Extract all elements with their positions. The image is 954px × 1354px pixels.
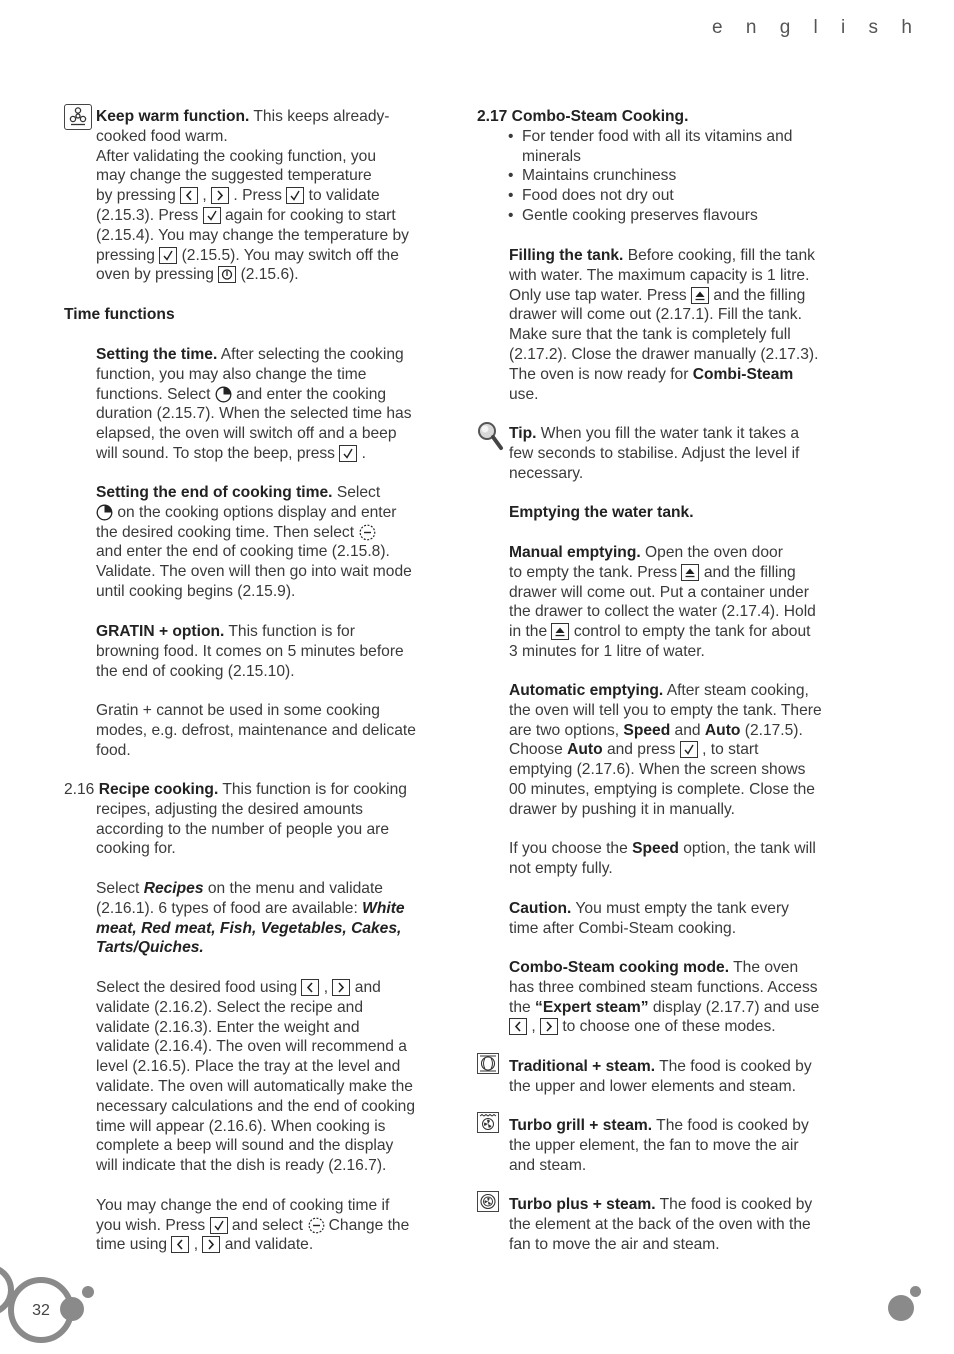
text: use. (509, 385, 539, 403)
text: will sound. To stop the beep, press (96, 444, 340, 462)
text: time will appear (2.16.6). When cooking is (96, 1117, 386, 1135)
recipe-title: Recipe cooking. (94, 781, 219, 798)
text: and the filling (709, 286, 806, 304)
end-time-title: Setting the end of cooking time. (96, 484, 333, 501)
keep-warm-icon (64, 104, 92, 130)
text: and validate. (220, 1236, 314, 1254)
text: on the menu and validate (203, 879, 383, 897)
section-number: 2.16 (64, 781, 95, 798)
combo-steam-section (477, 107, 837, 226)
heading-text: Time functions (64, 306, 175, 323)
text: This keeps already- (249, 108, 390, 125)
text: may change the suggested temperature (96, 167, 372, 185)
left-arrow-key-icon (301, 979, 319, 996)
text: and (350, 978, 381, 996)
check-key-icon (210, 1217, 228, 1234)
tip-section (509, 424, 839, 523)
text: When you fill the water tank it takes a (536, 425, 800, 442)
left-arrow-key-icon (171, 1236, 189, 1253)
text: to choose one of these modes. (558, 1018, 776, 1036)
check-key-icon (159, 247, 177, 264)
text: This function is for cooking (218, 781, 407, 798)
mode-name: Turbo grill + steam. (509, 1117, 653, 1134)
text: control to empty the tank for about (569, 623, 811, 641)
text: Change the (324, 1216, 410, 1234)
tip-title: Tip. (509, 425, 537, 442)
text: oven by pressing (96, 266, 219, 284)
text: Make sure that the tank is completely full (509, 326, 791, 344)
keep-warm-section (96, 107, 436, 285)
option-name: Auto (567, 741, 603, 759)
clock-icon (96, 504, 113, 521)
text: 3 minutes for 1 litre of water. (509, 642, 705, 660)
eject-key-icon (681, 564, 699, 581)
mode-section (509, 958, 839, 1037)
text: , to start (697, 741, 759, 759)
text: elapsed, the oven will switch off and a beep (96, 425, 397, 443)
right-arrow-key-icon (202, 1236, 220, 1253)
text: again for cooking to start (220, 206, 396, 224)
text: to validate (304, 187, 380, 205)
filling-title: Filling the tank. (509, 247, 624, 264)
food-types: meat, Red meat, Fish, Vegetables, Cakes, (96, 919, 402, 937)
option-name: Auto (704, 721, 741, 739)
option-name: Speed (632, 840, 679, 858)
text: cooked food warm. (96, 127, 228, 145)
food-type: White (362, 899, 405, 917)
text: Before cooking, fill the tank (623, 247, 815, 264)
text: by pressing (96, 187, 181, 205)
text: recipes, adjusting the desired amounts (96, 800, 363, 818)
mode-name: Turbo plus + steam. (509, 1196, 656, 1213)
automatic-emptying-section (509, 681, 839, 879)
caution-section (509, 899, 839, 939)
text: the desired cooking time. Then select (96, 523, 359, 541)
section-heading: 2.17 Combo-Steam Cooking. (477, 108, 689, 125)
power-key-icon (218, 266, 236, 283)
text: has three combined steam functions. Access (509, 978, 818, 996)
text: (2.15.4). You may change the temperature by (96, 226, 409, 244)
list-item-continued: minerals (522, 147, 581, 165)
text: cooking for. (96, 840, 176, 858)
turbo-plus-steam-section (509, 1195, 839, 1254)
turbo-plus-steam-icon (477, 1191, 499, 1212)
mode-name: Combi-Steam (692, 365, 794, 383)
text: The oven (729, 959, 799, 976)
text: Validate. The oven will then go into wait mode (96, 563, 412, 581)
text: 00 minutes, emptying is complete. Close the (509, 780, 815, 798)
text: the element at the back of the oven with the (509, 1215, 811, 1233)
text: necessary calculations and the end of cooking (96, 1097, 416, 1115)
text: time using (96, 1236, 172, 1254)
check-key-icon (286, 187, 304, 204)
manual-title: Manual emptying. (509, 544, 641, 561)
text: validate (2.16.3). Enter the weight and (96, 1018, 360, 1036)
text: food. (96, 741, 131, 759)
text: Choose (509, 741, 568, 759)
text: you wish. Press (96, 1216, 210, 1234)
keep-warm-title: Keep warm function. (96, 108, 250, 125)
benefit-list (508, 127, 837, 226)
list-item: • Gentle cooking preserves flavours (508, 206, 837, 226)
set-time-title: Setting the time. (96, 346, 218, 363)
text: The food is cooked by (655, 1196, 813, 1213)
eject-key-icon (551, 623, 569, 640)
text: functions. Select (96, 385, 215, 403)
text: The oven is now ready for (509, 365, 693, 383)
text: validate. The oven will automatically make the (96, 1077, 413, 1095)
clock-icon (215, 386, 232, 403)
text: and select (227, 1216, 308, 1234)
magnifier-icon (476, 420, 504, 452)
right-arrow-key-icon (540, 1018, 558, 1035)
text: Select the desired food using (96, 978, 302, 996)
right-arrow-key-icon (332, 979, 350, 996)
text: according to the number of people you are (96, 820, 390, 838)
text: Gratin + cannot be used in some cooking (96, 702, 380, 720)
text: and steam. (509, 1156, 587, 1174)
display-name: “Expert steam” (535, 998, 649, 1016)
traditional-steam-icon (477, 1053, 499, 1074)
recipes-menu-name: Recipes (143, 879, 204, 897)
text: and press (602, 741, 680, 759)
check-key-icon (680, 741, 698, 758)
text: This function is for (224, 623, 355, 640)
text: will indicate that the dish is ready (2.16.7). (96, 1157, 387, 1175)
set-time-section (96, 345, 436, 464)
text: After selecting the cooking (217, 346, 404, 363)
turbo-grill-steam-icon (477, 1112, 499, 1133)
gratin-title: GRATIN + option. (96, 623, 225, 640)
manual-emptying-section (509, 543, 839, 662)
text: few seconds to stabilise. Adjust the level if (509, 444, 800, 462)
text: option, the tank will (678, 840, 816, 858)
text: If you choose the (509, 840, 633, 858)
text: The food is cooked by (655, 1058, 812, 1075)
text: function, you may also change the time (96, 365, 367, 383)
page-number: 32 (32, 1302, 50, 1319)
text: not empty fully. (509, 860, 613, 878)
text: the upper element, the fan to move the air (509, 1136, 799, 1154)
text: the end of cooking (2.15.10). (96, 662, 295, 680)
text: complete a beep will sound and the display (96, 1137, 394, 1155)
text: (2.15.6). (236, 266, 299, 284)
text: modes, e.g. defrost, maintenance and delicate (96, 721, 416, 739)
language-label: e n g l i s h (712, 17, 921, 38)
text: the oven will tell you to empty the tank. There (509, 701, 822, 719)
text: are two options, (509, 721, 624, 739)
text: and (670, 721, 705, 739)
text: validate (2.16.4). The oven will recommend a (96, 1038, 407, 1056)
text: and enter the end of cooking time (2.15.8). (96, 543, 390, 561)
emptying-heading: Emptying the water tank. (509, 504, 694, 522)
mode-title: Combo-Steam cooking mode. (509, 959, 730, 976)
option-name: Speed (623, 721, 671, 739)
text: , (198, 187, 212, 205)
traditional-steam-section (509, 1057, 839, 1097)
text: After validating the cooking function, you (96, 147, 376, 165)
filling-section (509, 246, 839, 404)
text: time after Combi-Steam cooking. (509, 919, 737, 937)
text: (2.17.2). Close the drawer manually (2.17.3). (509, 345, 819, 363)
text: in the (509, 623, 552, 641)
text: display (2.17.7) and use (648, 998, 820, 1016)
decorative-dot (82, 1286, 94, 1298)
list-item: • Maintains crunchiness (508, 166, 837, 186)
text: and enter the cooking (231, 385, 387, 403)
mode-name: Traditional + steam. (509, 1058, 656, 1075)
text: pressing (96, 246, 160, 264)
automatic-title: Automatic emptying. (509, 682, 664, 699)
decorative-dot (910, 1286, 921, 1297)
text: drawer will come out. Put a container under (509, 583, 809, 601)
text: The food is cooked by (652, 1117, 809, 1134)
time-functions-heading (64, 305, 175, 325)
text: the upper and lower elements and steam. (509, 1077, 796, 1095)
text: . (357, 444, 366, 462)
text: (2.16.1). 6 types of food are available: (96, 899, 363, 917)
text: After steam cooking, (663, 682, 809, 699)
text: (2.15.3). Press (96, 206, 203, 224)
text: , (189, 1236, 203, 1254)
left-arrow-key-icon (180, 187, 198, 204)
text: validate (2.16.2). Select the recipe and (96, 998, 363, 1016)
text: browning food. It comes on 5 minutes before (96, 642, 404, 660)
end-time-icon (307, 1217, 324, 1234)
text: to empty the tank. Press (509, 563, 682, 581)
text: duration (2.15.7). When the selected time has (96, 405, 412, 423)
text: . Press (229, 187, 287, 205)
left-arrow-key-icon (509, 1018, 527, 1035)
check-key-icon (203, 207, 221, 224)
list-item: • For tender food with all its vitamins and (508, 127, 837, 147)
text: Only use tap water. Press (509, 286, 692, 304)
text: Open the oven door (640, 544, 783, 561)
text: , (319, 978, 333, 996)
text: necessary. (509, 464, 584, 482)
end-time-section (96, 483, 436, 602)
turbo-grill-steam-section (509, 1116, 839, 1175)
text: drawer by pushing it in manually. (509, 800, 735, 818)
text: You must empty the tank every (571, 900, 789, 917)
text: fan to move the air and steam. (509, 1235, 720, 1253)
end-time-icon (358, 524, 375, 541)
text: You may change the end of cooking time if (96, 1196, 390, 1214)
text: drawer will come out (2.17.1). Fill the tank. (509, 306, 802, 324)
decorative-dot (888, 1295, 914, 1321)
text: level (2.16.5). Place the tray at the level and (96, 1058, 401, 1076)
text: , (527, 1018, 540, 1036)
text: Select (332, 484, 381, 501)
text: (2.15.5). You may switch off the (177, 246, 399, 264)
recipe-section (64, 780, 436, 1255)
right-arrow-key-icon (211, 187, 229, 204)
text: emptying (2.17.6). When the screen shows (509, 761, 806, 779)
text: with water. The maximum capacity is 1 litre. (509, 266, 810, 284)
text: on the cooking options display and enter (113, 503, 397, 521)
gratin-section (96, 622, 436, 761)
text: the drawer to collect the water (2.17.4). Hold (509, 603, 816, 621)
text: Select (96, 879, 144, 897)
text: until cooking begins (2.15.9). (96, 582, 296, 600)
text: (2.17.5). (740, 721, 803, 739)
check-key-icon (339, 445, 357, 462)
caution-title: Caution. (509, 900, 572, 917)
food-types: Tarts/Quiches. (96, 939, 204, 957)
text: and the filling (699, 563, 796, 581)
eject-key-icon (691, 287, 709, 304)
text: the (509, 998, 536, 1016)
list-item: • Food does not dry out (508, 186, 837, 206)
